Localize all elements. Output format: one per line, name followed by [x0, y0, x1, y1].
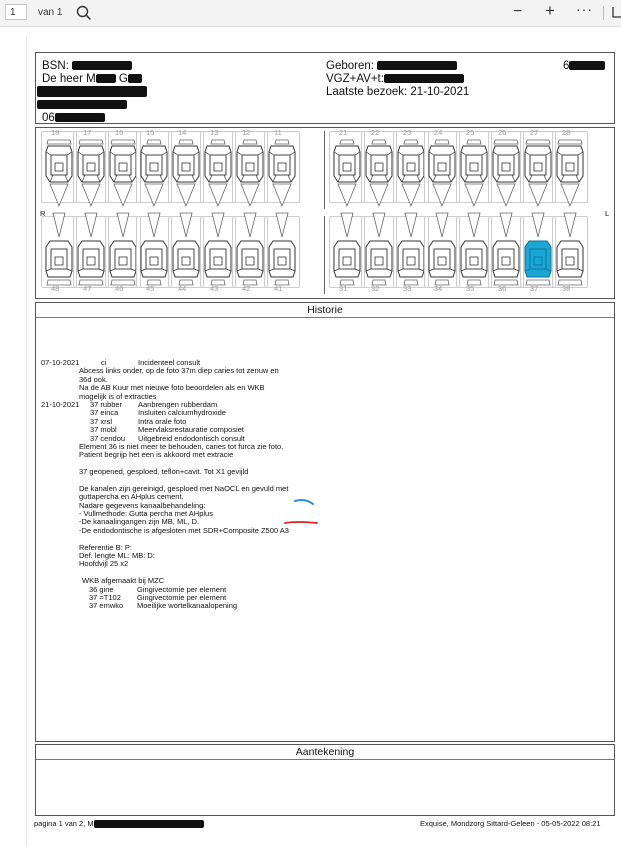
history-description: Meervlaksrestauratie composiet [138, 425, 244, 435]
history-description: Incidenteel consult [138, 358, 201, 367]
tooth-number-27: 27 [530, 128, 539, 137]
history-text: 37 geopened, gesploed, teflon+cavit. Tot X1 gevijld [79, 467, 249, 477]
tooth-41 [264, 216, 300, 288]
tooth-number-17: 17 [83, 128, 92, 137]
zoom-out-button[interactable]: − [513, 3, 523, 20]
tooth-38 [552, 216, 588, 288]
tooth-12 [232, 131, 268, 203]
history-text: -De endodontische is afgesloten met SDR+Composite Z500 A3 [79, 525, 289, 535]
tooth-34 [424, 216, 460, 288]
tooth-37 [520, 216, 556, 288]
tooth-37-drawing [523, 211, 553, 287]
tooth-22 [361, 131, 397, 203]
side-left-label: L [605, 209, 610, 218]
footer-page-info: pagina 1 van 2, M [34, 819, 94, 828]
redacted-birthdate [377, 61, 457, 70]
redacted-footer-name [94, 820, 204, 828]
history-code: ci [101, 358, 107, 367]
redacted-record-number [569, 61, 605, 70]
history-description: Insluiten calciumhydroxide [138, 408, 226, 418]
address-line [37, 86, 147, 99]
tooth-number-12: 12 [242, 128, 251, 137]
tooth-number-44: 44 [178, 284, 187, 293]
tooth-33-drawing [396, 211, 426, 287]
tooth-number-35: 35 [466, 284, 475, 293]
tooth-17 [73, 131, 109, 203]
notes-box [35, 744, 615, 816]
tooth-number-43: 43 [210, 284, 219, 293]
footer-left [34, 819, 204, 828]
history-text: -De kanaalingangen zijn MB, ML, D. [79, 517, 200, 527]
tooth-35 [456, 216, 492, 288]
side-right-label: R [40, 209, 46, 218]
footer-right: Exquise, Mondzorg Sittard-Geleen - 05-05-2022 08:21 [420, 819, 601, 828]
tooth-42 [232, 216, 268, 288]
history-description: Aanbrengen rubberdam [138, 399, 218, 409]
tooth-number-37: 37 [530, 284, 539, 293]
name-suffix: G [118, 73, 128, 85]
more-options-button[interactable]: ··· [576, 1, 593, 17]
page-count-label: van 1 [38, 7, 63, 18]
record-number-line [563, 60, 605, 73]
tooth-43 [200, 216, 236, 288]
bsn-label: BSN: [42, 60, 69, 72]
tooth-25 [456, 131, 492, 203]
history-text: - Vullmethode: Gutta percha met AHplus [79, 509, 213, 519]
tooth-48-drawing [44, 211, 74, 287]
history-text: Element 36 is niet meer te behouden, caries tot furca zie foto. [79, 441, 284, 451]
redacted-address-2 [37, 100, 127, 109]
name-line [42, 73, 142, 86]
tooth-number-46: 46 [115, 284, 124, 293]
redacted-phone [55, 113, 105, 122]
bsn-line [42, 60, 132, 73]
history-date: 07-10-2021 [41, 358, 80, 367]
history-code: 37 emwko [89, 601, 124, 611]
tooth-13 [200, 131, 236, 203]
tooth-number-41: 41 [274, 284, 283, 293]
tooth-18-drawing [44, 138, 74, 214]
history-text: Hoofdvijl 25 x2 [79, 559, 129, 569]
history-description: Gingivectomie per element [137, 584, 227, 594]
page-number-input[interactable]: 1 [5, 4, 27, 20]
history-text: guttapercha en AHplus cement. [79, 492, 184, 502]
midline-divider [324, 216, 325, 294]
tooth-34-drawing [427, 211, 457, 287]
tooth-number-16: 16 [115, 128, 124, 137]
tooth-45-drawing [139, 211, 169, 287]
history-text: Def. lengte ML: MB: D: [79, 550, 155, 560]
history-text: Abcess links onder, op de foto 37m diep caries tot zenuw en [79, 366, 279, 376]
tooth-32-drawing [364, 211, 394, 287]
tooth-18 [41, 131, 77, 203]
upper-teeth-row [27, 128, 621, 211]
history-description: Intra orale foto [138, 416, 187, 426]
tooth-23-drawing [396, 138, 426, 214]
tooth-46-drawing [108, 211, 138, 287]
tooth-45 [136, 216, 172, 288]
annotation-marks [283, 498, 323, 528]
tooth-28 [552, 131, 588, 203]
tooth-47-drawing [76, 211, 106, 287]
zoom-in-button[interactable]: + [545, 1, 555, 20]
history-description: Moeilijke wortelkanaalopening [137, 601, 238, 611]
tooth-25-drawing [459, 138, 489, 214]
history-code: 37 mobl [90, 425, 117, 435]
tooth-13-drawing [203, 138, 233, 214]
tooth-number-24: 24 [434, 128, 443, 137]
tooth-number-21: 21 [339, 128, 348, 137]
tooth-26 [488, 131, 524, 203]
tooth-12-drawing [235, 138, 265, 214]
tooth-35-drawing [459, 211, 489, 287]
notes-title: Aantekening [36, 745, 614, 760]
history-text: 36d ook. [79, 374, 108, 384]
tooth-17-drawing [76, 138, 106, 214]
tooth-24 [424, 131, 460, 203]
tooth-number-48: 48 [51, 284, 60, 293]
history-text: Patient begrijp het een is akkoord met extracie [79, 450, 234, 460]
redacted-address-1 [37, 86, 147, 97]
tooth-36 [488, 216, 524, 288]
tooth-11-drawing [267, 138, 297, 214]
tooth-number-26: 26 [498, 128, 507, 137]
tooth-number-33: 33 [403, 284, 412, 293]
tooth-number-47: 47 [83, 284, 92, 293]
midline-divider [324, 131, 325, 209]
tooth-44-drawing [171, 211, 201, 287]
tooth-number-36: 36 [498, 284, 507, 293]
tooth-number-28: 28 [562, 128, 571, 137]
tooth-number-18: 18 [51, 128, 60, 137]
tooth-number-42: 42 [242, 284, 251, 293]
history-text: De kanalen zijn gereinigd, gesploed met NaOCL en gevuld met [79, 483, 289, 493]
tooth-21-drawing [332, 138, 362, 214]
tooth-16-drawing [108, 138, 138, 214]
viewer-toolbar [0, 0, 621, 27]
tooth-number-38: 38 [562, 284, 571, 293]
tooth-27-drawing [523, 138, 553, 214]
name-prefix: De heer M [42, 73, 96, 85]
history-title: Historie [36, 303, 614, 318]
tooth-31 [329, 216, 365, 288]
tooth-41-drawing [267, 211, 297, 287]
tooth-26-drawing [491, 138, 521, 214]
history-code: 36 gine [89, 584, 114, 594]
tooth-number-31: 31 [339, 284, 348, 293]
tooth-number-32: 32 [371, 284, 380, 293]
lower-teeth-row [27, 216, 621, 296]
tooth-number-45: 45 [146, 284, 155, 293]
toolbar-divider [603, 6, 604, 20]
last-visit-date: 21-10-2021 [410, 86, 470, 98]
tooth-27 [520, 131, 556, 203]
history-code: 37 einca [90, 408, 119, 418]
document-page [26, 36, 621, 846]
history-text: Na de AB Kuur met nieuwe foto beoordelen als en WKB [79, 383, 265, 393]
history-text: mogelijk is of extracties [79, 391, 157, 401]
tooth-28-drawing [555, 138, 585, 214]
address-line-2 [37, 99, 127, 112]
history-code: 37 cendou [90, 433, 126, 443]
tooth-15-drawing [139, 138, 169, 214]
redacted-name-1 [96, 74, 116, 83]
tooth-43-drawing [203, 211, 233, 287]
tooth-number-34: 34 [434, 284, 443, 293]
tooth-14-drawing [171, 138, 201, 214]
history-text: Referentie B: P: [79, 542, 132, 552]
tooth-15 [136, 131, 172, 203]
history-text: WKB afgemaakt bij MZC [82, 576, 165, 586]
history-code: 37 =T102 [89, 592, 121, 602]
tooth-number-22: 22 [371, 128, 380, 137]
phone-line [42, 112, 105, 125]
tooth-number-23: 23 [403, 128, 412, 137]
history-code: 37 rubber [90, 399, 123, 409]
tooth-number-15: 15 [146, 128, 155, 137]
tooth-31-drawing [332, 211, 362, 287]
last-visit-line [326, 86, 469, 99]
history-description: Uitgebreid endodontisch consult [138, 433, 245, 443]
tooth-21 [329, 131, 365, 203]
last-visit-label: Laatste bezoek: [326, 86, 408, 98]
tooth-44 [168, 216, 204, 288]
insurance-line [326, 73, 464, 86]
tooth-24-drawing [427, 138, 457, 214]
insurance-label: VGZ+AV+t: [326, 73, 384, 85]
tooth-number-14: 14 [178, 128, 187, 137]
search-icon[interactable] [75, 4, 93, 22]
tooth-32 [361, 216, 397, 288]
tooth-42-drawing [235, 211, 265, 287]
fit-page-icon[interactable] [611, 3, 621, 21]
tooth-11 [264, 131, 300, 203]
record-prefix: 6 [563, 60, 570, 72]
born-line [326, 60, 457, 73]
history-date: 21-10-2021 [41, 399, 80, 409]
tooth-number-11: 11 [274, 128, 282, 137]
history-description: Gingivectomie per element [137, 592, 227, 602]
born-label: Geboren: [326, 60, 374, 72]
redacted-insurance [384, 74, 464, 83]
redacted-bsn [72, 61, 132, 70]
tooth-14 [168, 131, 204, 203]
history-text: Nadare gegevens kanaalbehandeling: [79, 500, 206, 510]
tooth-36-drawing [491, 211, 521, 287]
history-code: 37 xrsl [90, 416, 113, 426]
tooth-48 [41, 216, 77, 288]
tooth-22-drawing [364, 138, 394, 214]
tooth-38-drawing [555, 211, 585, 287]
tooth-47 [73, 216, 109, 288]
redacted-name-2 [128, 74, 142, 83]
tooth-number-25: 25 [466, 128, 475, 137]
tooth-number-13: 13 [210, 128, 219, 137]
phone-prefix: 06 [42, 112, 55, 124]
